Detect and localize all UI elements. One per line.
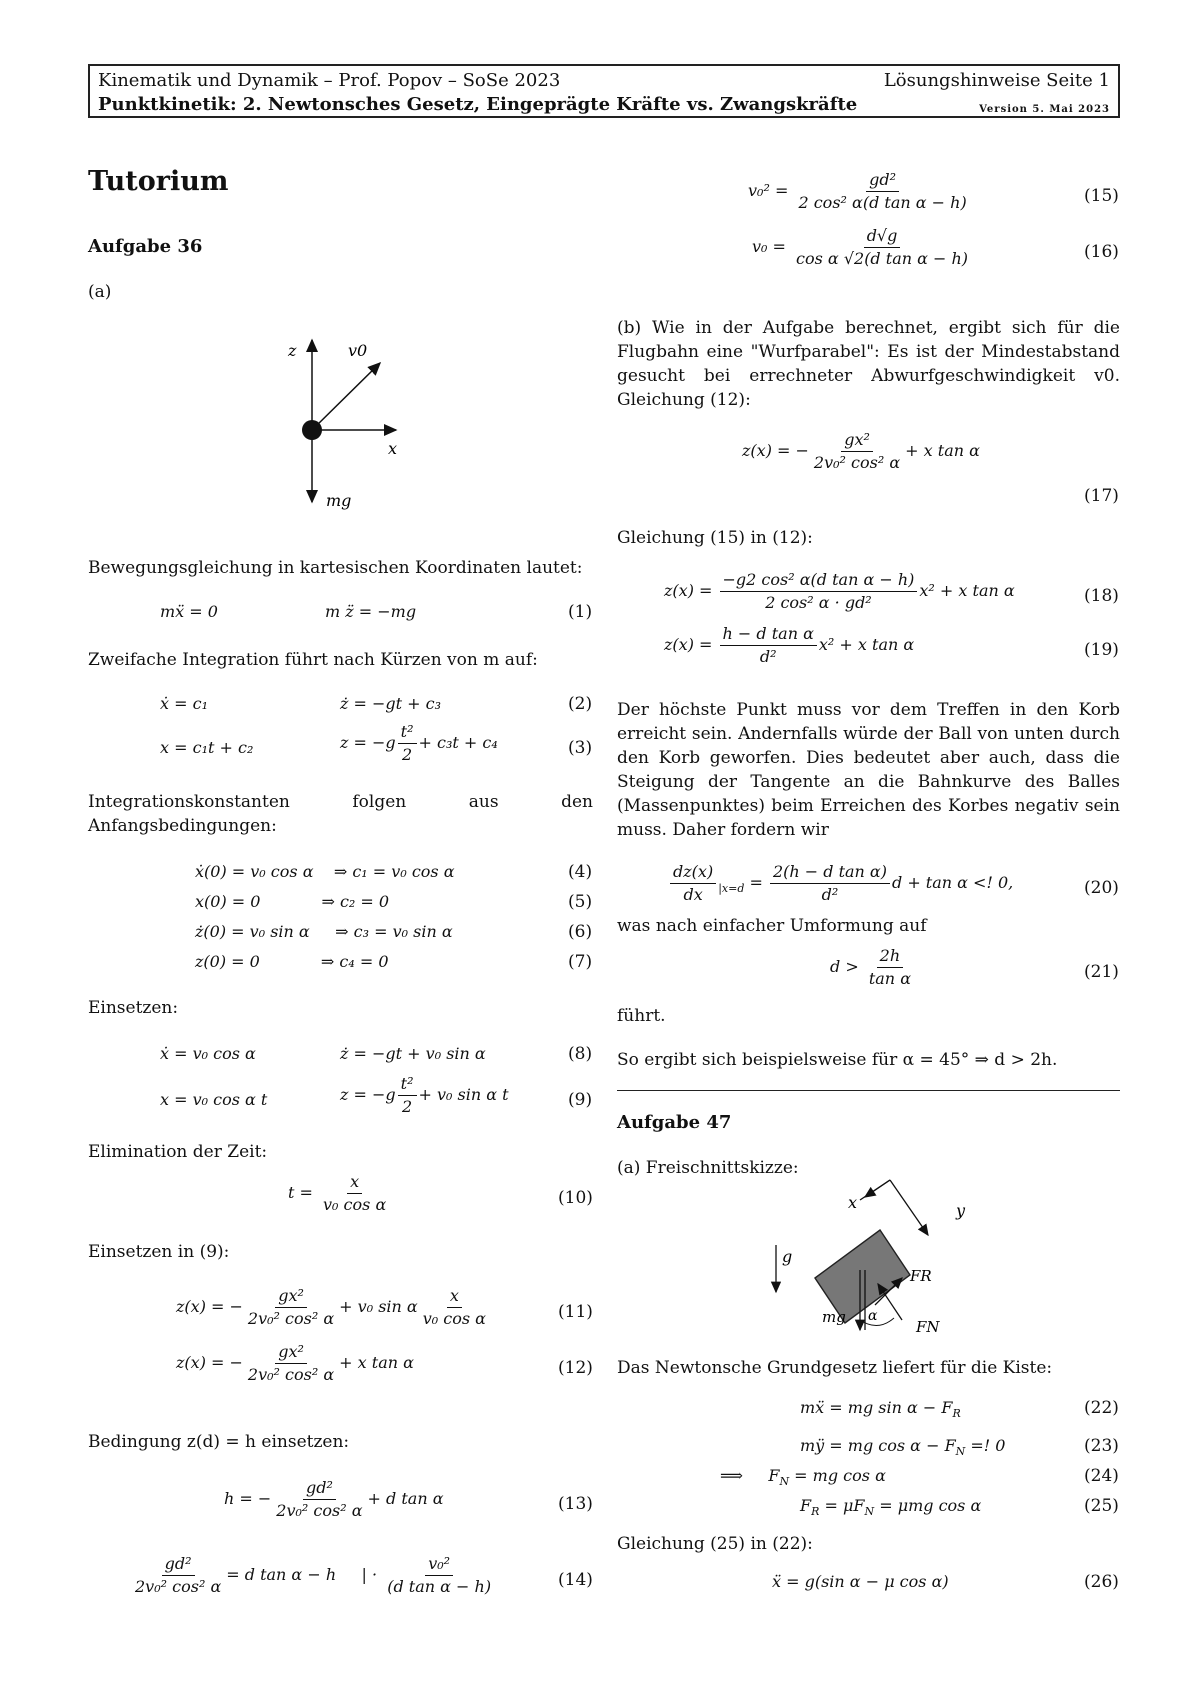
part-a-label: (a) <box>88 282 112 302</box>
eq-1b: m z̈ = −mg <box>325 602 417 621</box>
eq-24: ⟹ $F_N$ = mg cos α <box>720 1466 886 1489</box>
eq-13: h = − $\frac{\text{gd²}}{\text{2v₀² cos² α}}$ + d tan α <box>224 1478 444 1520</box>
section-divider <box>617 1090 1120 1091</box>
eq-8a: ẋ = v₀ cos α <box>160 1044 256 1063</box>
label-FR: FR <box>910 1267 932 1285</box>
eq-3b: z = −g $\frac{\text{t²}}{2}$ + c₃t + c₄ <box>340 722 498 764</box>
eqnum-11: (11) <box>558 1302 593 1322</box>
label-FN: FN <box>916 1318 940 1336</box>
label-z: z <box>288 341 297 360</box>
eq-12: z(x) = − $\frac{\text{gx²}}{\text{2v₀² cos² α}}$ + x tan α <box>176 1342 414 1384</box>
eqnum-6: (6) <box>568 922 593 942</box>
text-example: So ergibt sich beispielsweise für α = 45° ⇒ d > 2h. <box>617 1050 1058 1070</box>
eq-16: v₀ = $\frac{d√g}{\text{cos α √2(d tan α − h)}}$ <box>752 226 969 268</box>
text-eq25-in-22: Gleichung (25) in (22): <box>617 1534 813 1554</box>
eq-8b: ż = −gt + v₀ sin α <box>340 1044 486 1063</box>
y-axis-arrow <box>890 1180 928 1235</box>
header-version: Version 5. Mai 2023 <box>979 104 1110 115</box>
figure-throw-diagram <box>270 330 420 510</box>
eq-17: z(x) = − $\frac{\text{gx²}}{\text{2v₀² cos² α}}$ + x tan α <box>742 430 980 472</box>
eq-22: mẍ = mg $\sin \alpha - F_R$ <box>800 1398 961 1421</box>
eqnum-26: (26) <box>1084 1572 1119 1592</box>
eq-14: $\frac{\text{gd²}}{\text{2v₀² cos² α}}$ = d tan α − h | · $\frac{\text{v₀²}}{\text{(d tan α − h)}}$ <box>135 1554 492 1596</box>
label-x47: x <box>848 1193 858 1212</box>
page-header <box>88 64 1120 118</box>
text-integration: Zweifache Integration führt nach Kürzen von m auf: <box>88 650 538 670</box>
eq-10: t = $\frac{x}{\text{v₀ cos α}}$ <box>288 1172 387 1214</box>
eqnum-13: (13) <box>558 1494 593 1514</box>
text-free-body: (a) Freischnittskizze: <box>617 1158 799 1178</box>
text-newton-law: Das Newtonsche Grundgesetz liefert für die Kiste: <box>617 1358 1053 1378</box>
text-equation-of-motion: Bewegungsgleichung in kartesischen Koordinaten lautet: <box>88 558 583 578</box>
label-x: x <box>388 439 398 458</box>
figure-free-body-diagram <box>760 1170 990 1340</box>
eqnum-4: (4) <box>568 862 593 882</box>
eq-15: v₀² = $\frac{\text{gd²}}{\text{2 cos² α(d tan α − h)}}$ <box>748 170 967 212</box>
eqnum-15: (15) <box>1084 186 1119 206</box>
text-condition: Bedingung z(d) = h einsetzen: <box>88 1432 350 1452</box>
eq-2b: ż = −gt + c₃ <box>340 694 442 713</box>
eqnum-20: (20) <box>1084 878 1119 898</box>
eq-3a: x = c₁t + c₂ <box>160 738 254 757</box>
text-highest-point: Der höchste Punkt muss vor dem Treffen in den Korb erreicht sein. Andernfalls würde der Ball von unten durch den Korb geworfen. Dies bedeutet aber auch, dass die Steigung der Tangente an die Bahnkurve des Balles (Massenpunktes) beim Erreichen des Korbes negativ sein muss. Daher fordern wir <box>617 700 1120 840</box>
text-initial-conditions: Integrationskonstanten folgen aus den Anfangsbedingungen: <box>88 792 593 836</box>
header-course: Kinematik und Dynamik – Prof. Popov – SoSe 2023 <box>98 70 561 91</box>
eqnum-23: (23) <box>1084 1436 1119 1456</box>
eq-18: z(x) = $\frac{\text{−g2 cos² α(d tan α − h)}}{\text{2 cos² α · gd²}}$ x² + x tan α <box>664 570 1015 612</box>
text-after-20: was nach einfacher Umformung auf <box>617 916 927 936</box>
eqnum-18: (18) <box>1084 586 1119 606</box>
eqnum-25: (25) <box>1084 1496 1119 1516</box>
mass-point <box>302 420 322 440</box>
label-mg: mg <box>326 491 352 510</box>
task-36-heading: Aufgabe 36 <box>88 236 203 257</box>
eq-4: ẋ(0) = v₀ cos α ⇒ c₁ = v₀ cos α <box>195 862 455 881</box>
eqnum-22: (22) <box>1084 1398 1119 1418</box>
eqnum-12: (12) <box>558 1358 593 1378</box>
eq-11: z(x) = − $\frac{\text{gx²}}{\text{2v₀² cos² α}}$ + v₀ sin α $\frac{x}{\text{v₀ cos α}}$ <box>176 1286 486 1328</box>
eq-21: d > $\frac{2h}{\text{tan α}}$ <box>830 946 911 988</box>
task-47-heading: Aufgabe 47 <box>617 1112 732 1133</box>
eqnum-5: (5) <box>568 892 593 912</box>
eq-19: z(x) = $\frac{\text{h − d tan α}}{\text{d²}}$ x² + x tan α <box>664 624 915 666</box>
eq-9a: x = v₀ cos α t <box>160 1090 268 1109</box>
velocity-arrow <box>312 363 380 430</box>
eq-2a: ẋ = c₁ <box>160 694 208 713</box>
eq-26: ẍ = g(sin α − μ cos α) <box>772 1572 949 1591</box>
eq-5: x(0) = 0 ⇒ c₂ = 0 <box>195 892 390 911</box>
eq-25: $F_R = \mu F_N = \mu mg$ cos α <box>800 1496 982 1519</box>
text-part-b: (b) Wie in der Aufgabe berechnet, ergibt sich für die Flugbahn eine "Wurfparabel": Es ist der Mindestabstand gesucht bei errechneter Abwurfgeschwindigkeit v0. Gleichung (12): <box>617 318 1120 410</box>
eq-1: mẍ = 0 <box>160 602 218 621</box>
eqnum-9: (9) <box>568 1090 593 1110</box>
eqnum-3: (3) <box>568 738 593 758</box>
eq-9b: z = −g $\frac{\text{t²}}{2}$ + v₀ sin α t <box>340 1074 509 1116</box>
label-g: g <box>782 1247 793 1266</box>
eqnum-2: (2) <box>568 694 593 714</box>
eqnum-21: (21) <box>1084 962 1119 982</box>
eqnum-16: (16) <box>1084 242 1119 262</box>
label-y47: y <box>956 1201 966 1220</box>
eqnum-1: (1) <box>568 602 593 622</box>
eq-7: z(0) = 0 ⇒ c₄ = 0 <box>195 952 389 971</box>
text-eq15-in-12: Gleichung (15) in (12): <box>617 528 813 548</box>
label-mg47: mg <box>822 1308 846 1326</box>
text-eliminate-time: Elimination der Zeit: <box>88 1142 268 1162</box>
text-insert-9: Einsetzen in (9): <box>88 1242 230 1262</box>
eqnum-24: (24) <box>1084 1466 1119 1486</box>
eqnum-10: (10) <box>558 1188 593 1208</box>
header-topic: Punktkinetik: 2. Newtonsches Gesetz, Eingeprägte Kräfte vs. Zwangskräfte <box>98 94 858 115</box>
label-alpha: α <box>868 1308 878 1324</box>
label-v0: v0 <box>348 341 368 360</box>
eqnum-19: (19) <box>1084 640 1119 660</box>
text-fuehrt: führt. <box>617 1006 666 1026</box>
text-insert: Einsetzen: <box>88 998 179 1018</box>
eqnum-14: (14) <box>558 1570 593 1590</box>
eqnum-17: (17) <box>1084 486 1119 506</box>
eq-23: mÿ = mg $\cos \alpha - F_N$ =! 0 <box>800 1436 1006 1459</box>
eqnum-8: (8) <box>568 1044 593 1064</box>
eq-20: $\frac{dz(x)}{dx}$ $_{|x=d}$ = $\frac{\text{2(h − d tan α)}}{\text{d²}}$ d + tan α <! 0, <box>668 862 1013 905</box>
header-page: Lösungshinweise Seite 1 <box>883 70 1110 91</box>
x-axis-arrow <box>865 1180 890 1197</box>
eqnum-7: (7) <box>568 952 593 972</box>
eq-6: ż(0) = v₀ sin α ⇒ c₃ = v₀ sin α <box>195 922 453 941</box>
section-title: Tutorium <box>88 166 229 197</box>
